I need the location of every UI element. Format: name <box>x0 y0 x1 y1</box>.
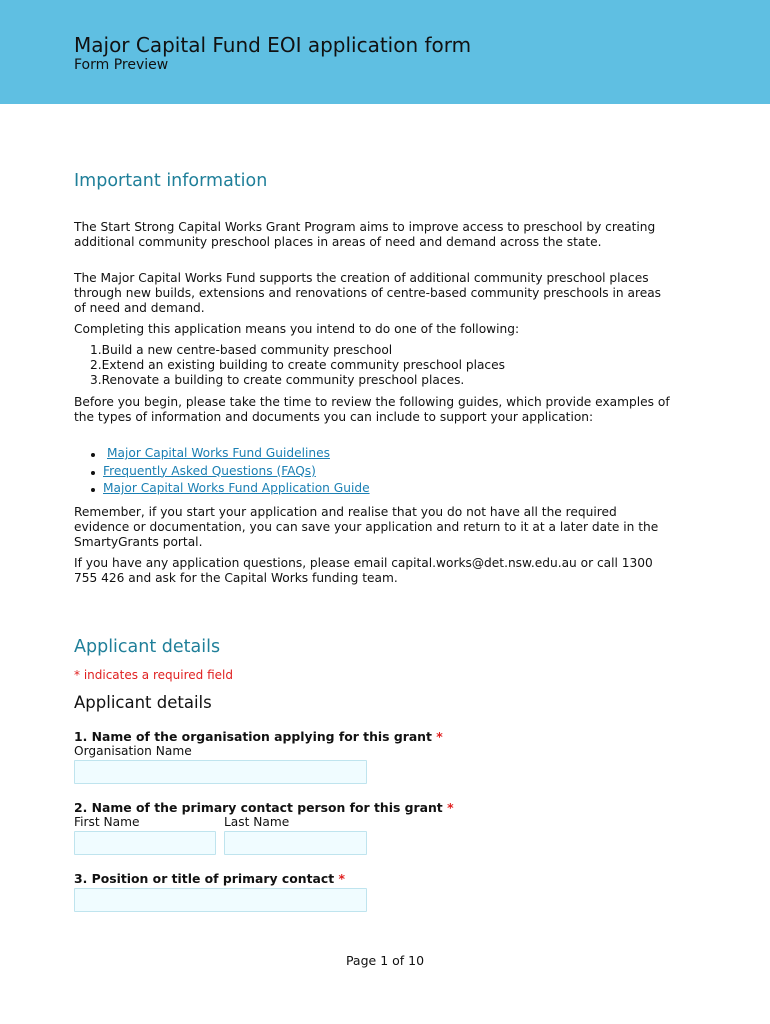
list-item: 2.Extend an existing building to create community preschool places <box>90 357 505 372</box>
list-item <box>74 463 370 481</box>
first-name-label: First Name <box>74 815 140 829</box>
organisation-name-input[interactable] <box>74 760 367 784</box>
last-name-input[interactable] <box>224 831 367 855</box>
last-name-label: Last Name <box>224 815 290 829</box>
intent-list <box>74 343 505 387</box>
bullet-icon <box>91 488 95 492</box>
applicant-details-subheading: Applicant details <box>74 693 212 712</box>
fund-paragraph: The Major Capital Works Fund supports the creation of additional community preschool places through new builds, extensions and renovations of centre-based community preschools in areas of need and demand. <box>74 271 662 315</box>
first-name-input[interactable] <box>74 831 216 855</box>
application-guide-link[interactable]: Major Capital Works Fund Application Guide <box>103 481 370 496</box>
required-marker: * <box>338 871 345 886</box>
question-3-text: 3. Position or title of primary contact <box>74 871 335 886</box>
question-2-text: 2. Name of the primary contact person for this grant <box>74 800 443 815</box>
guidelines-link[interactable]: Major Capital Works Fund Guidelines <box>107 446 330 460</box>
required-marker: * <box>436 729 443 744</box>
required-marker: * <box>447 800 454 815</box>
bullet-icon <box>91 453 95 457</box>
reminder-paragraph: Remember, if you start your application and realise that you do not have all the required evidence or documentation, you can save your application and return to it at a later date in the SmartyGrants portal. <box>74 505 659 549</box>
applicant-details-heading: Applicant details <box>74 637 221 657</box>
form-subtitle: Form Preview <box>74 57 169 73</box>
guides-list <box>74 445 370 498</box>
form-title: Major Capital Fund EOI application form <box>74 33 472 57</box>
faqs-link[interactable]: Frequently Asked Questions (FAQs) <box>103 463 316 478</box>
intent-paragraph: Completing this application means you intend to do one of the following: <box>74 322 520 336</box>
contact-paragraph: If you have any application questions, please email capital.works@det.nsw.edu.au or call 1300 755 426 and ask for the Capital Works funding team. <box>74 556 653 585</box>
form-header <box>0 0 770 104</box>
question-2-label <box>74 800 454 815</box>
position-title-input[interactable] <box>74 888 367 912</box>
organisation-name-label: Organisation Name <box>74 744 192 758</box>
page-number: Page 1 of 10 <box>345 953 425 968</box>
question-3-label <box>74 871 345 886</box>
important-info-heading: Important information <box>74 171 268 191</box>
question-1-text: 1. Name of the organisation applying for this grant <box>74 729 432 744</box>
required-field-note: * indicates a required field <box>74 668 233 682</box>
guides-paragraph: Before you begin, please take the time to review the following guides, which provide examples of the types of information and documents you can include to support your application: <box>74 395 670 424</box>
list-item <box>74 445 370 463</box>
intro-paragraph: The Start Strong Capital Works Grant Program aims to improve access to preschool by creating additional community preschool places in areas of need and demand across the state. <box>74 220 656 249</box>
bullet-icon <box>91 471 95 475</box>
list-item: 1.Build a new centre-based community preschool <box>90 343 393 357</box>
list-item <box>74 480 370 498</box>
list-item: 3.Renovate a building to create community preschool places. <box>90 372 465 387</box>
question-1-label <box>74 729 443 744</box>
